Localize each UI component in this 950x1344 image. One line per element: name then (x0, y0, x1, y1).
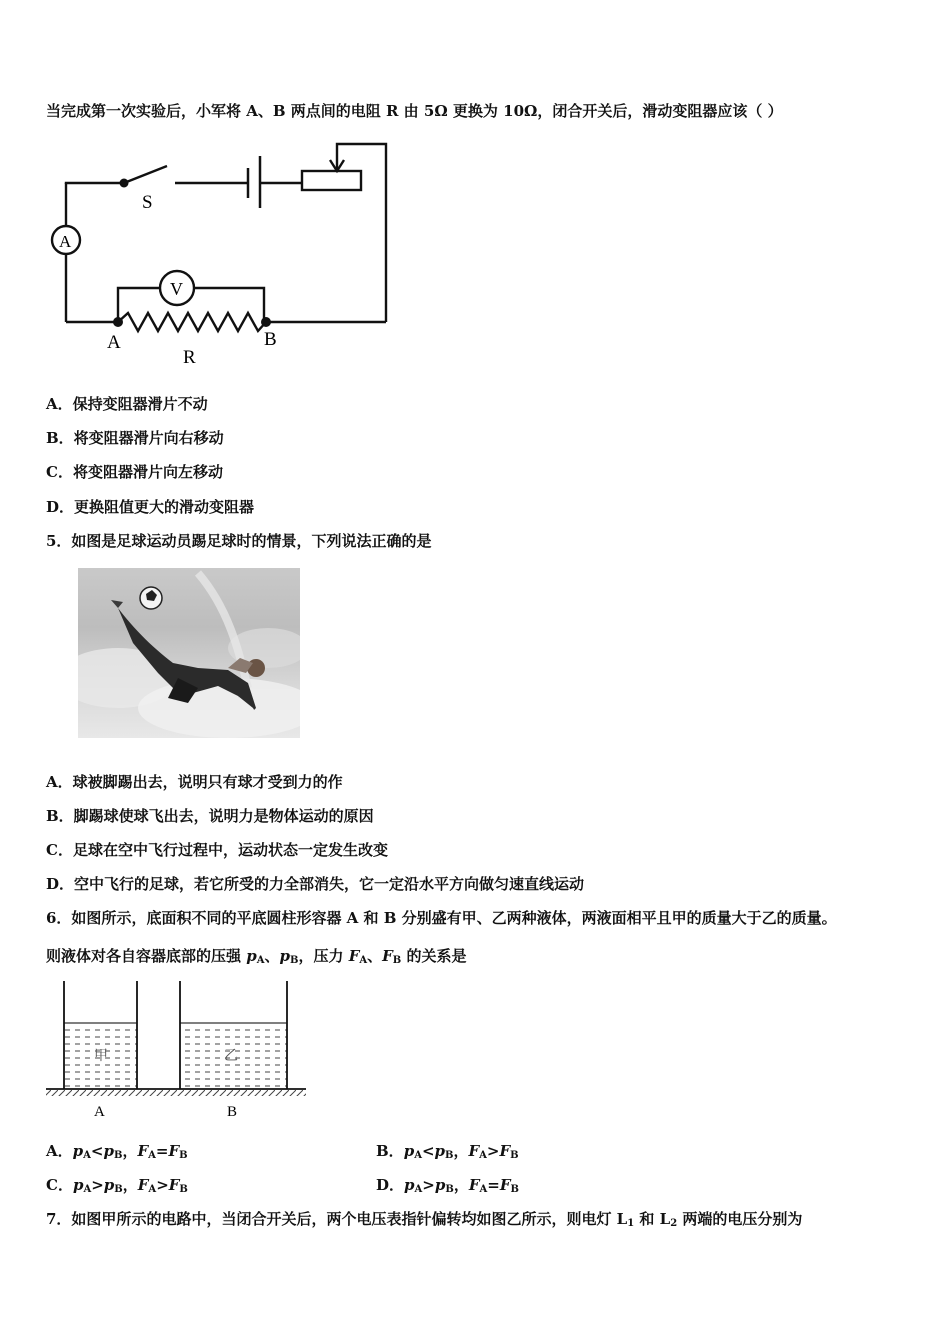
resistor-label: R (183, 347, 196, 368)
q5-option-c: C．足球在空中飞行过程中，运动状态一定发生改变 (46, 841, 388, 859)
q6-option-a: A．$p_A<p_B$，$F_A=F_B$ (46, 1142, 188, 1161)
q4-option-d: D．更换阻值更大的滑动变阻器 (46, 498, 255, 516)
voltmeter-label: V (170, 279, 183, 299)
question-6-stem-line2: 则液体对各自容器底部的压强 $p_A$、$p_B$，压力 $F_A$、$F_B$ 的关系是 (46, 947, 467, 966)
node-b-dot (261, 317, 271, 327)
q4-option-b: B．将变阻器滑片向右移动 (46, 429, 224, 447)
containers-diagram (44, 978, 314, 1123)
q4-option-c: C．将变阻器滑片向左移动 (46, 463, 223, 481)
question-6-stem-line1: 6．如图所示，底面积不同的平底圆柱形容器 A 和 B 分别盛有甲、乙两种液体，两液面相平且甲的质量大于乙的质量。 (46, 909, 837, 927)
q6-option-d: D．$p_A>p_B$，$F_A=F_B$ (376, 1176, 519, 1195)
q6-option-b: B．$p_A<p_B$，$F_A>F_B$ (376, 1142, 519, 1161)
node-a-dot (113, 317, 123, 327)
question-4-stem: 当完成第一次实验后，小军将 A、B 两点间的电阻 R 由 5Ω 更换为 10Ω，闭合开关后，滑动变阻器应该（ ） (46, 102, 783, 120)
question-5-stem: 5．如图是足球运动员踢足球时的情景，下列说法正确的是 (46, 532, 432, 550)
switch-label: S (142, 192, 153, 213)
soccer-player-photo (78, 568, 300, 738)
container-a-label: A (94, 1104, 105, 1120)
ground-hatch (46, 1090, 306, 1096)
question-7-stem: 7．如图甲所示的电路中，当闭合开关后，两个电压表指针偏转均如图乙所示，则电灯 $L_1$ 和 $L_2$ 两端的电压分别为 (46, 1210, 803, 1229)
liquid-yi-label: 乙 (224, 1049, 238, 1064)
liquid-jia-label: 甲 (94, 1049, 108, 1064)
circuit-diagram (40, 138, 400, 373)
switch-pivot (120, 179, 129, 188)
ammeter-label: A (59, 232, 72, 251)
q5-option-b: B．脚踢球使球飞出去，说明力是物体运动的原因 (46, 807, 374, 825)
q4-option-a: A．保持变阻器滑片不动 (46, 395, 208, 413)
node-b-label: B (264, 329, 277, 350)
q5-option-a: A．球被脚踢出去，说明只有球才受到力的作 (46, 773, 343, 791)
container-b-label: B (227, 1104, 238, 1120)
q5-option-d: D．空中飞行的足球，若它所受的力全部消失，它一定沿水平方向做匀速直线运动 (46, 875, 585, 893)
node-a-label: A (107, 332, 121, 353)
q6-option-c: C．$p_A>p_B$，$F_A>F_B$ (46, 1176, 188, 1195)
